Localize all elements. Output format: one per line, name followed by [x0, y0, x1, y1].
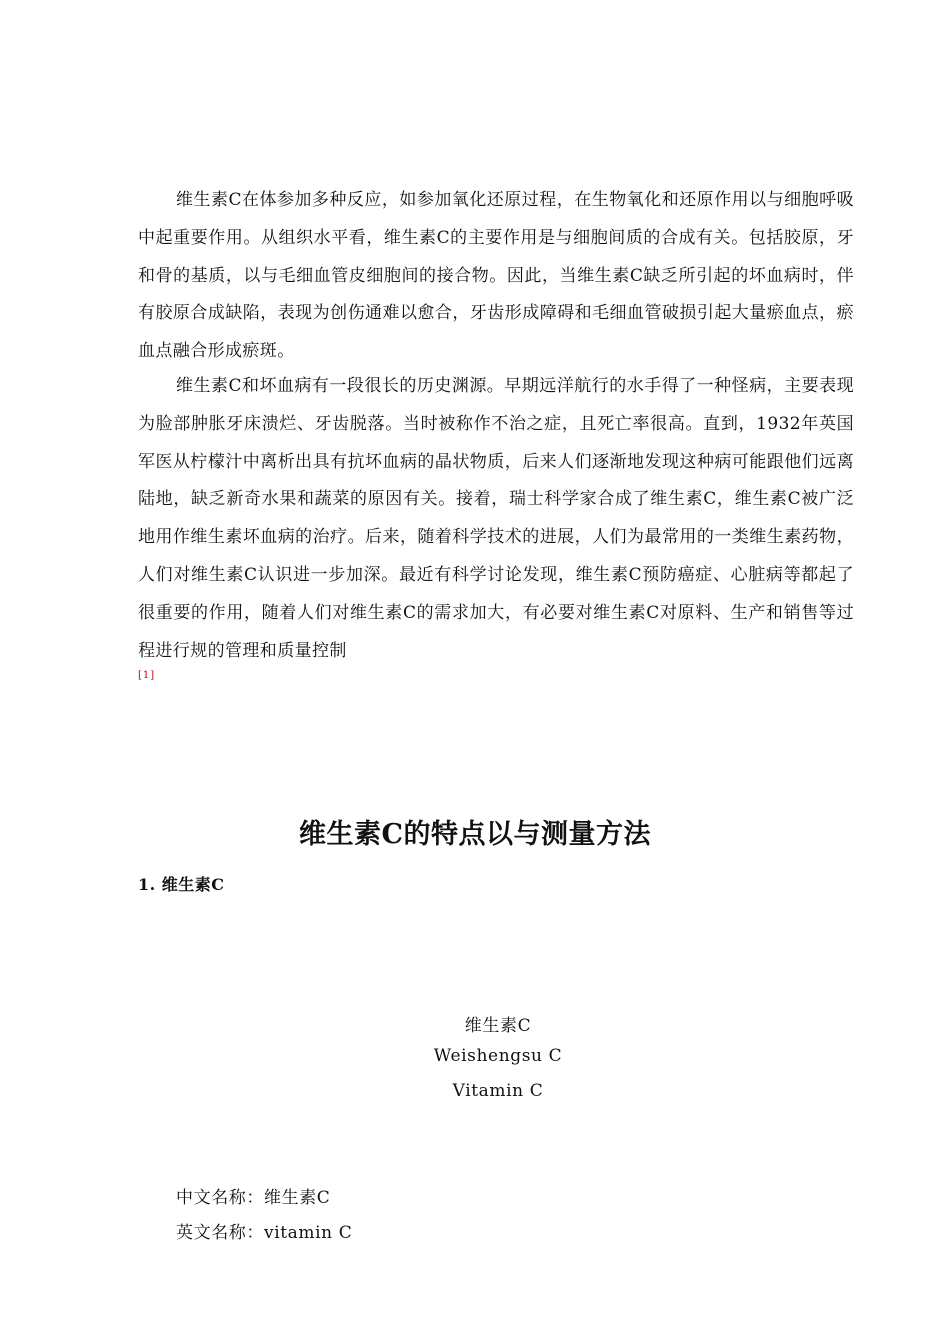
paragraph-vitamin-c-function: 维生素C在体参加多种反应，如参加氧化还原过程，在生物氧化和还原作用以与细胞呼吸中起重要作用。从组织水平看，维生素C的主要作用是与细胞间质的合成有关。包括胶原，牙和骨的基质，以与毛细血管皮细胞间的接合物。因此，当维生素C缺乏所引起的坏血病时，伴有胶原合成缺陷，表现为创伤通难以愈合，牙齿形成障碍和毛细血管破损引起大量瘀血点，瘀血点融合形成瘀斑。	[138, 190, 854, 362]
section-heading: 1. 维生素C	[138, 875, 225, 894]
page-title: 维生素C的特点以与测量方法	[299, 819, 651, 850]
name-chinese: 维生素C	[464, 1016, 532, 1036]
field-chinese-name: 中文名称：维生素C	[176, 1188, 331, 1208]
field-english-name: 英文名称：vitamin C	[176, 1223, 353, 1243]
name-pinyin: Weishengsu C	[433, 1046, 563, 1066]
name-english: Vitamin C	[452, 1081, 544, 1101]
paragraph-scurvy-history: 维生素C和坏血病有一段很长的历史渊源。早期远洋航行的水手得了一种怪病，主要表现为脸部肿胀牙床溃烂、牙齿脱落。当时被称作不治之症，且死亡率很高。直到，1932年英国军医从柠檬汁中离析出具有抗坏血病的晶状物质，后来人们逐渐地发现这种病可能跟他们远离陆地，缺乏新奇水果和蔬菜的原因有关。接着，瑞士科学家合成了维生素C，维生素C被广泛地用作维生素坏血病的治疗。后来，随着科学技术的进展，人们为最常用的一类维生素药物，人们对维生素C认识进一步加深。最近有科学讨论发现，维生素C预防癌症、心脏病等都起了很重要的作用，随着人们对维生素C的需求加大，有必要对维生素C对原料、生产和销售等过程进行规的管理和质量控制	[138, 376, 854, 661]
citation-reference[interactable]: [1]	[138, 670, 156, 681]
